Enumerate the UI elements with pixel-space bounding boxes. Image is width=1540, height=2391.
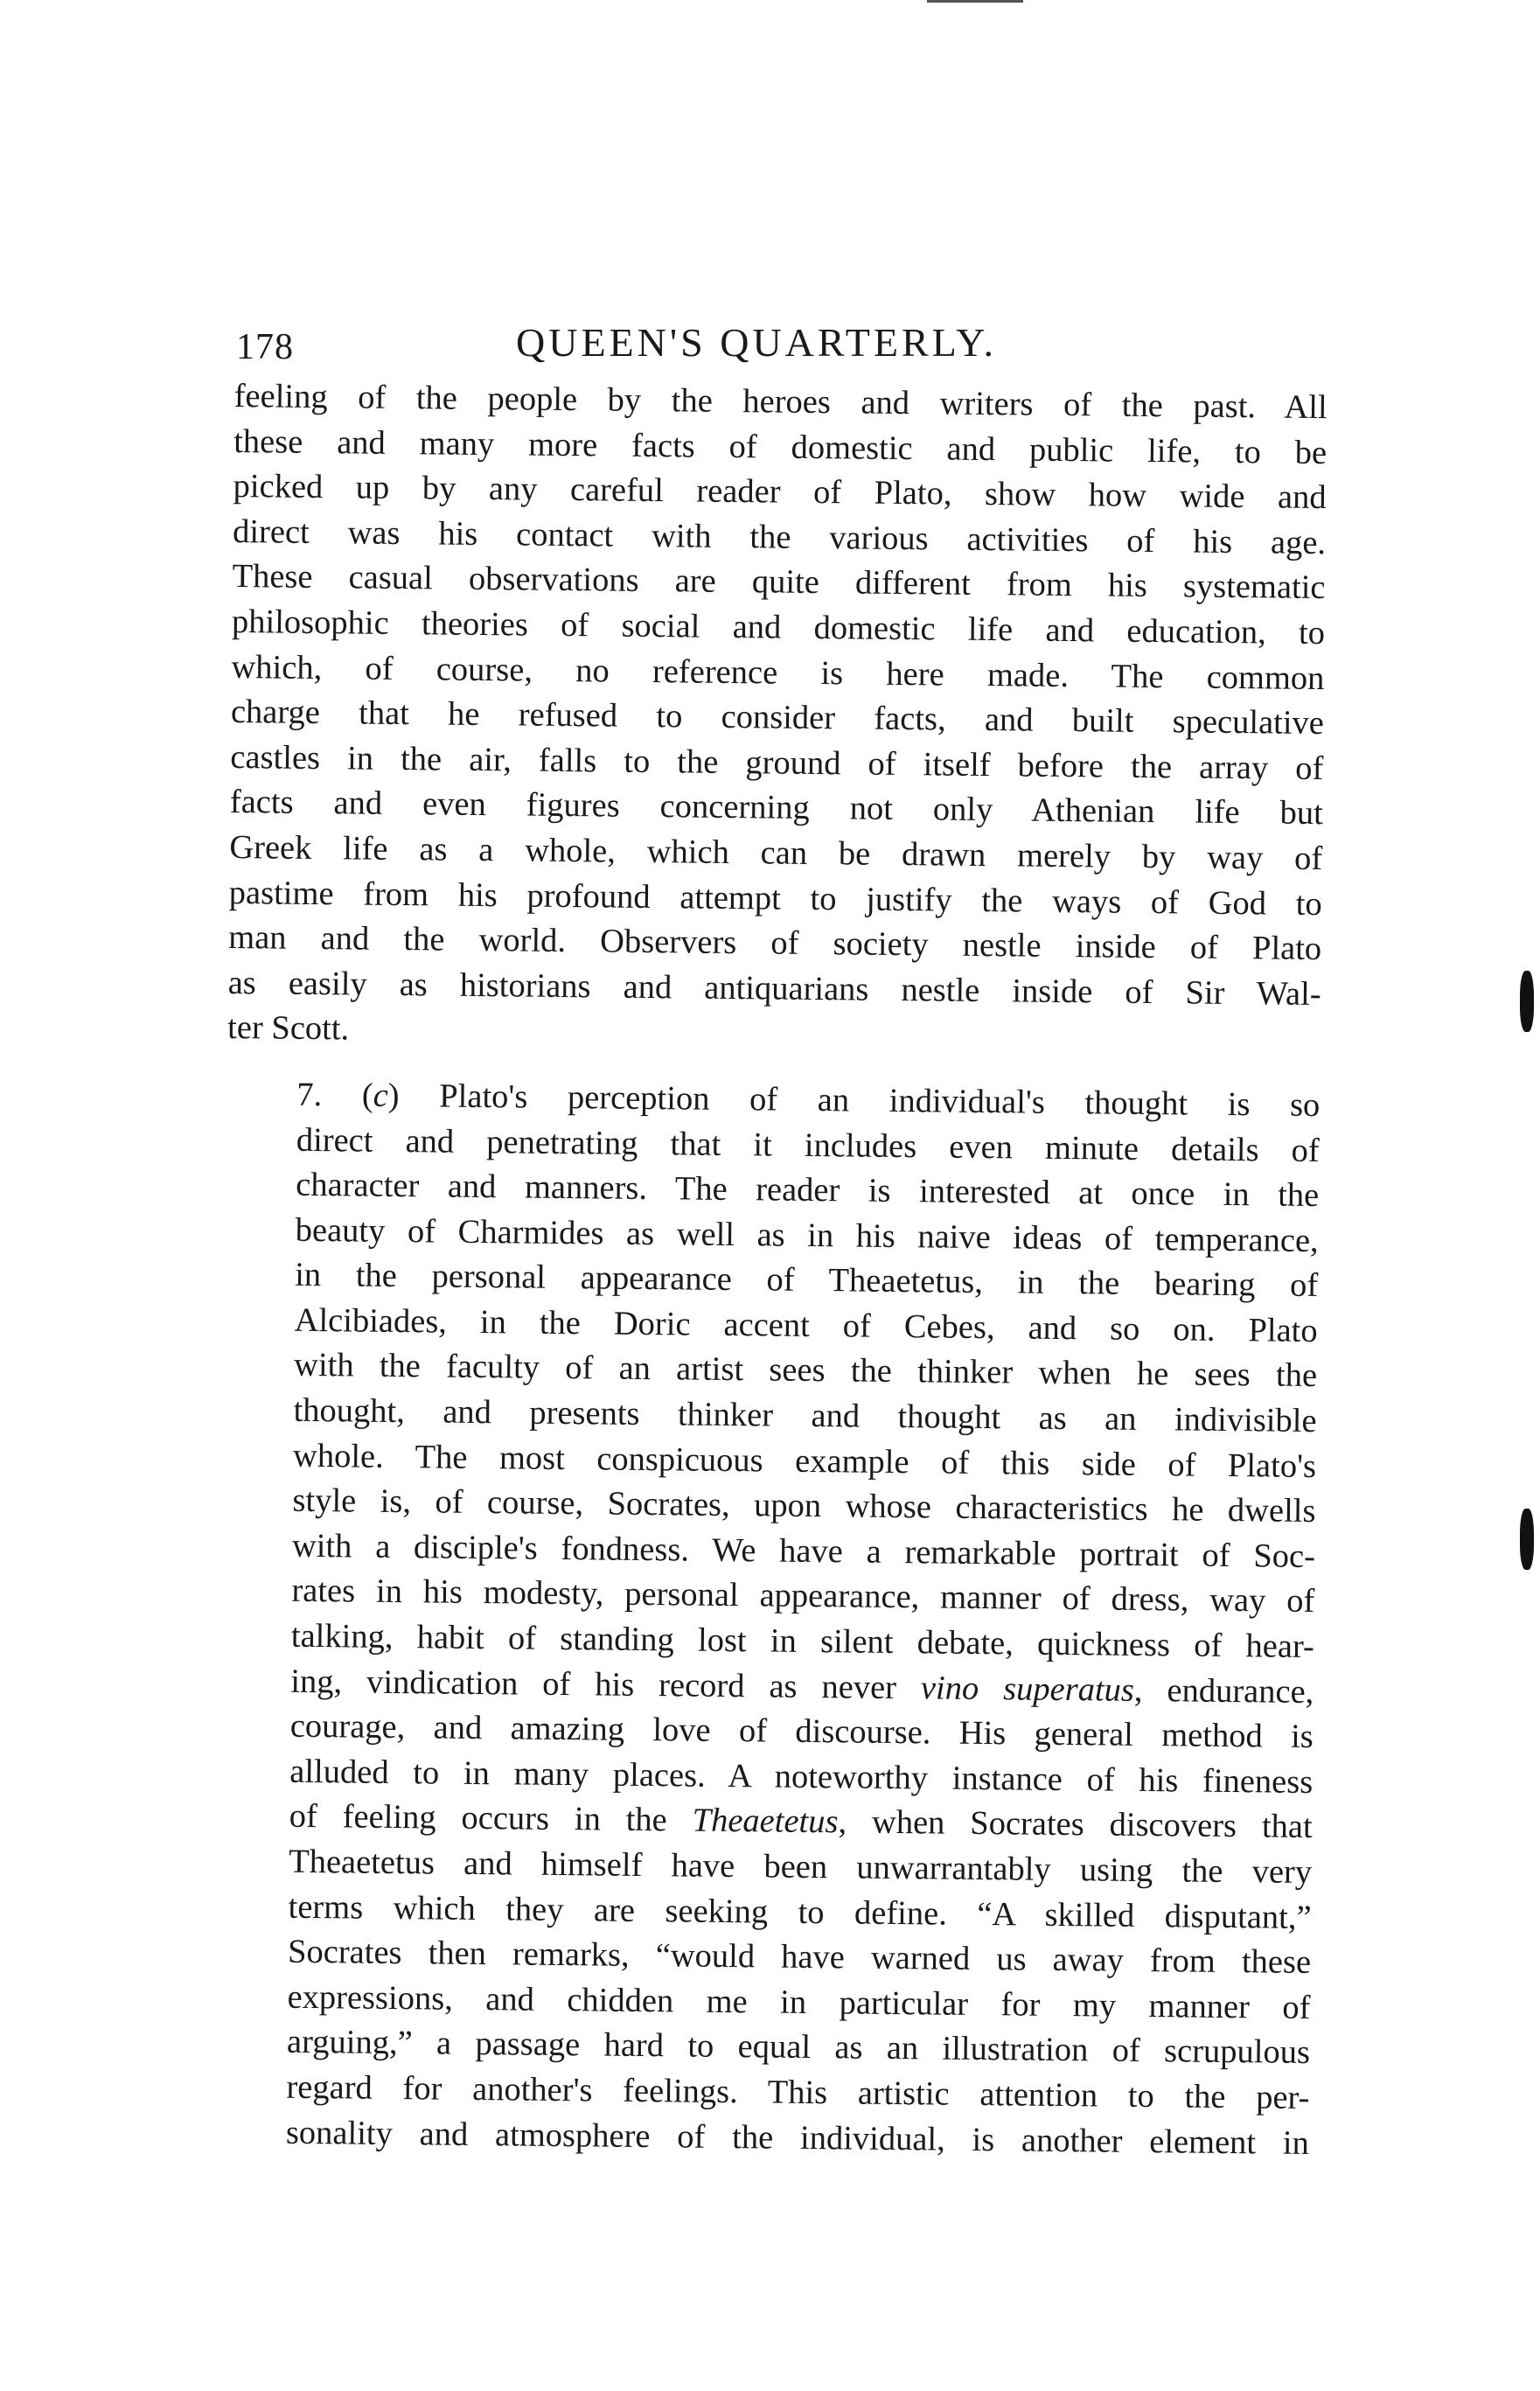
text-line: terms which they are seeking to define. “A skilled disputant,” [288,1888,1312,1936]
scan-artifact-right-1 [1520,971,1534,1032]
text-line: picked up by any careful reader of Plato, show how wide and [233,468,1327,517]
paragraph-2 [216,1072,1320,2166]
text-line: which, of course, no reference is here made. The common [231,648,1325,697]
text-line: Greek life as a whole, which can be drawn merely by way of [229,828,1323,877]
text-line: regard for another's feelings. This artistic attention to the per- [286,2068,1310,2116]
paragraph-1 [227,374,1327,1063]
text-line: character and manners. The reader is interested at once in the [296,1166,1320,1215]
text-line: whole. The most conspicuous example of this side of Plato's [292,1437,1317,1485]
text-line: rates in his modesty, personal appearance, manner of dress, way of [291,1572,1315,1621]
text-line: style is, of course, Socrates, upon whose characteristics he dwells [292,1482,1316,1530]
text-line: with the faculty of an artist sees the thinker when he sees the [293,1347,1318,1395]
text-line: 7. (c) Plato's perception of an individual's thought is so [296,1076,1320,1124]
text-line: pastime from his profound attempt to justify the ways of God to [228,874,1322,923]
text-line: direct was his contact with the various activities of his age. [232,512,1327,561]
text-line: Theaetetus and himself have been unwarrantably using the very [288,1843,1313,1891]
text-line: courage, and amazing love of discourse. His general method is [289,1707,1314,1756]
text-line: with a disciple's fondness. We have a remarkable portrait of Soc- [291,1527,1316,1575]
text-line: direct and penetrating that it includes even minute details of [296,1121,1320,1169]
text-line: philosophic theories of social and domestic life and education, to [231,603,1326,652]
text-line: these and many more facts of domestic and public life, to be [233,422,1327,471]
running-head: QUEEN'S QUARTERLY. [516,320,997,365]
text-line: talking, habit of standing lost in silent debate, quickness of hear- [290,1617,1315,1666]
text-line: expressions, and chidden me in particular for my manner of [287,1978,1311,2026]
page-number: 178 [236,327,294,367]
text-line: sonality and atmosphere of the individual, is another element in [285,2114,1310,2162]
text-line: ing, vindication of his record as never vino superatus, endurance, [290,1663,1314,1711]
text-line: thought, and presents thinker and thought as an indivisible [293,1391,1317,1440]
text-line: ter Scott. [226,1009,350,1048]
scan-artifact-top [927,0,1023,3]
text-line: Alcibiades, in the Doric accent of Cebes, and so on. Plato [294,1301,1318,1349]
text-line: charge that he refused to consider facts, and built speculative [230,694,1325,742]
body-text [216,374,1327,2166]
scan-artifact-right-2 [1520,1509,1534,1570]
text-line: arguing,” a passage hard to equal as an illustration of scrupulous [286,2024,1311,2072]
text-line: Socrates then remarks, “would have warned us away from these [287,1933,1312,1982]
text-line: alluded to in many places. A noteworthy instance of his fineness [289,1753,1314,1801]
text-line: beauty of Charmides as well as in his naive ideas of temperance, [295,1211,1319,1259]
text-line: as easily as historians and antiquarians nestle inside of Sir Wal- [227,964,1321,1013]
text-line: in the personal appearance of Theaetetus, in the bearing of [294,1257,1319,1305]
text-line: man and the world. Observers of society nestle inside of Plato [228,919,1322,968]
text-line: These casual observations are quite different from his systematic [232,558,1326,607]
text-line: of feeling occurs in the Theaetetus, when Socrates discovers that [289,1798,1313,1846]
text-line: castles in the air, falls to the ground of itself before the array of [230,738,1324,787]
text-line: facts and even figures concerning not only Athenian life but [229,784,1324,833]
text-line: feeling of the people by the heroes and writers of the past. All [233,377,1327,427]
page-header [236,319,1334,380]
